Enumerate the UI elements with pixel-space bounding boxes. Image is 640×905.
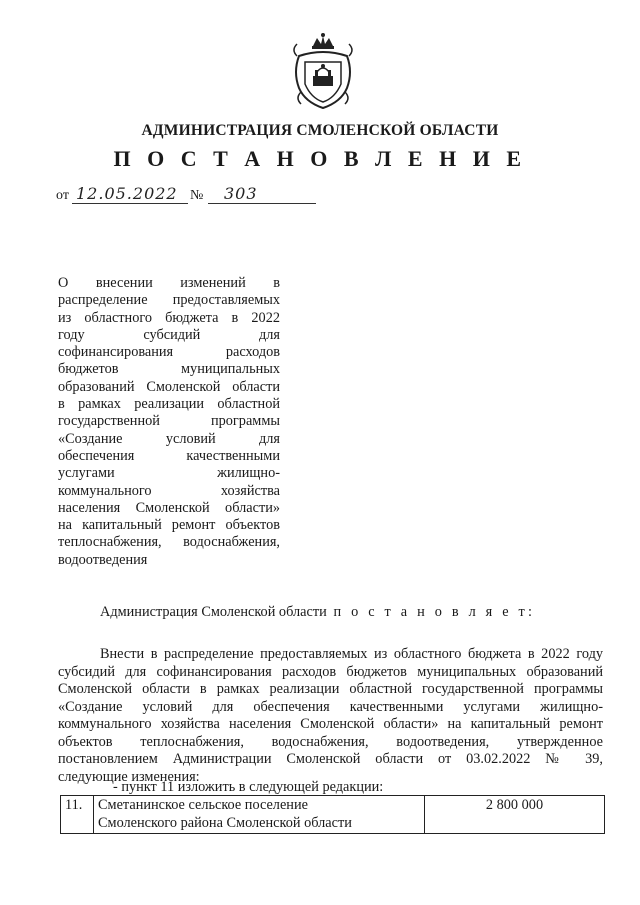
subject-line: на капитальный ремонт объектов xyxy=(58,517,280,534)
recipient-cell xyxy=(94,796,425,834)
body-paragraph xyxy=(58,646,603,786)
body-line: субсидий для софинансирования расходов бюджетов муниципальных образований xyxy=(58,663,603,680)
subject-line: коммунального хозяйства xyxy=(58,482,280,499)
subject-line: государственной программы xyxy=(58,413,280,430)
subject-line: году субсидий для xyxy=(58,326,280,343)
subject-line: бюджетов муниципальных xyxy=(58,361,280,378)
subject-line: «Создание условий для xyxy=(58,430,280,447)
body-line: Внести в распределение предоставляемых из областного бюджета в 2022 году xyxy=(100,646,603,662)
subject-line: образований Смоленской области xyxy=(58,378,280,395)
body-line: следующие изменения: xyxy=(58,768,200,785)
number-label: № xyxy=(190,188,204,203)
from-label: от xyxy=(56,188,69,203)
body-line: «Создание условий для обеспечения качественными услугами жилищно- xyxy=(58,698,603,715)
body-line: постановлением Администрации Смоленской области от 03.02.2022 № 39, xyxy=(58,751,603,767)
body-line: Смоленской области в рамках реализации областной государственной программы xyxy=(58,681,603,697)
amount-cell: 2 800 000 xyxy=(425,796,605,834)
subject-line: софинансирования расходов xyxy=(58,344,280,361)
table-row xyxy=(61,796,605,834)
item-instruction: - пункт 11 изложить в следующей редакции: xyxy=(113,779,384,795)
subject-line: из областного бюджета в 2022 xyxy=(58,309,280,326)
subject-line: О внесении изменений в xyxy=(58,275,280,291)
document-number: 303 xyxy=(224,184,258,203)
resolves-paragraph xyxy=(100,604,535,621)
recipient-name-line: Сметанинское сельское поселение xyxy=(98,797,308,813)
resolves-spaced-word: п о с т а н о в л я е т: xyxy=(326,604,536,620)
subject-line: в рамках реализации областной xyxy=(58,396,280,413)
amendment-table xyxy=(60,795,605,834)
coat-of-arms-icon xyxy=(291,32,355,112)
date-number-line xyxy=(56,186,316,206)
organization-title: АДМИНИСТРАЦИЯ СМОЛЕНСКОЙ ОБЛАСТИ xyxy=(141,122,499,139)
date-underline xyxy=(72,203,188,204)
number-underline xyxy=(208,203,316,204)
document-date: 12.05.2022 xyxy=(76,184,178,203)
row-number-cell: 11. xyxy=(61,796,94,834)
body-line: объектов теплоснабжения, водоснабжения, водоотведения, утвержденное xyxy=(58,733,603,750)
subject-line: населения Смоленской области» xyxy=(58,499,280,516)
body-line: коммунального хозяйства населения Смоленской области» на капитальный ремонт xyxy=(58,716,603,732)
subject-line: обеспечения качественными xyxy=(58,447,280,464)
subject-line: услугами жилищно- xyxy=(58,465,280,482)
document-subject xyxy=(58,275,280,569)
subject-line: распределение предоставляемых xyxy=(58,292,280,309)
subject-line: теплоснабжения, водоснабжения, xyxy=(58,534,280,551)
resolves-text: Администрация Смоленской области xyxy=(100,604,327,620)
subject-line: водоотведения xyxy=(58,551,148,568)
document-type-title: П О С Т А Н О В Л Е Н И Е xyxy=(113,146,527,171)
recipient-name-line: Смоленского района Смоленской области xyxy=(98,814,352,831)
